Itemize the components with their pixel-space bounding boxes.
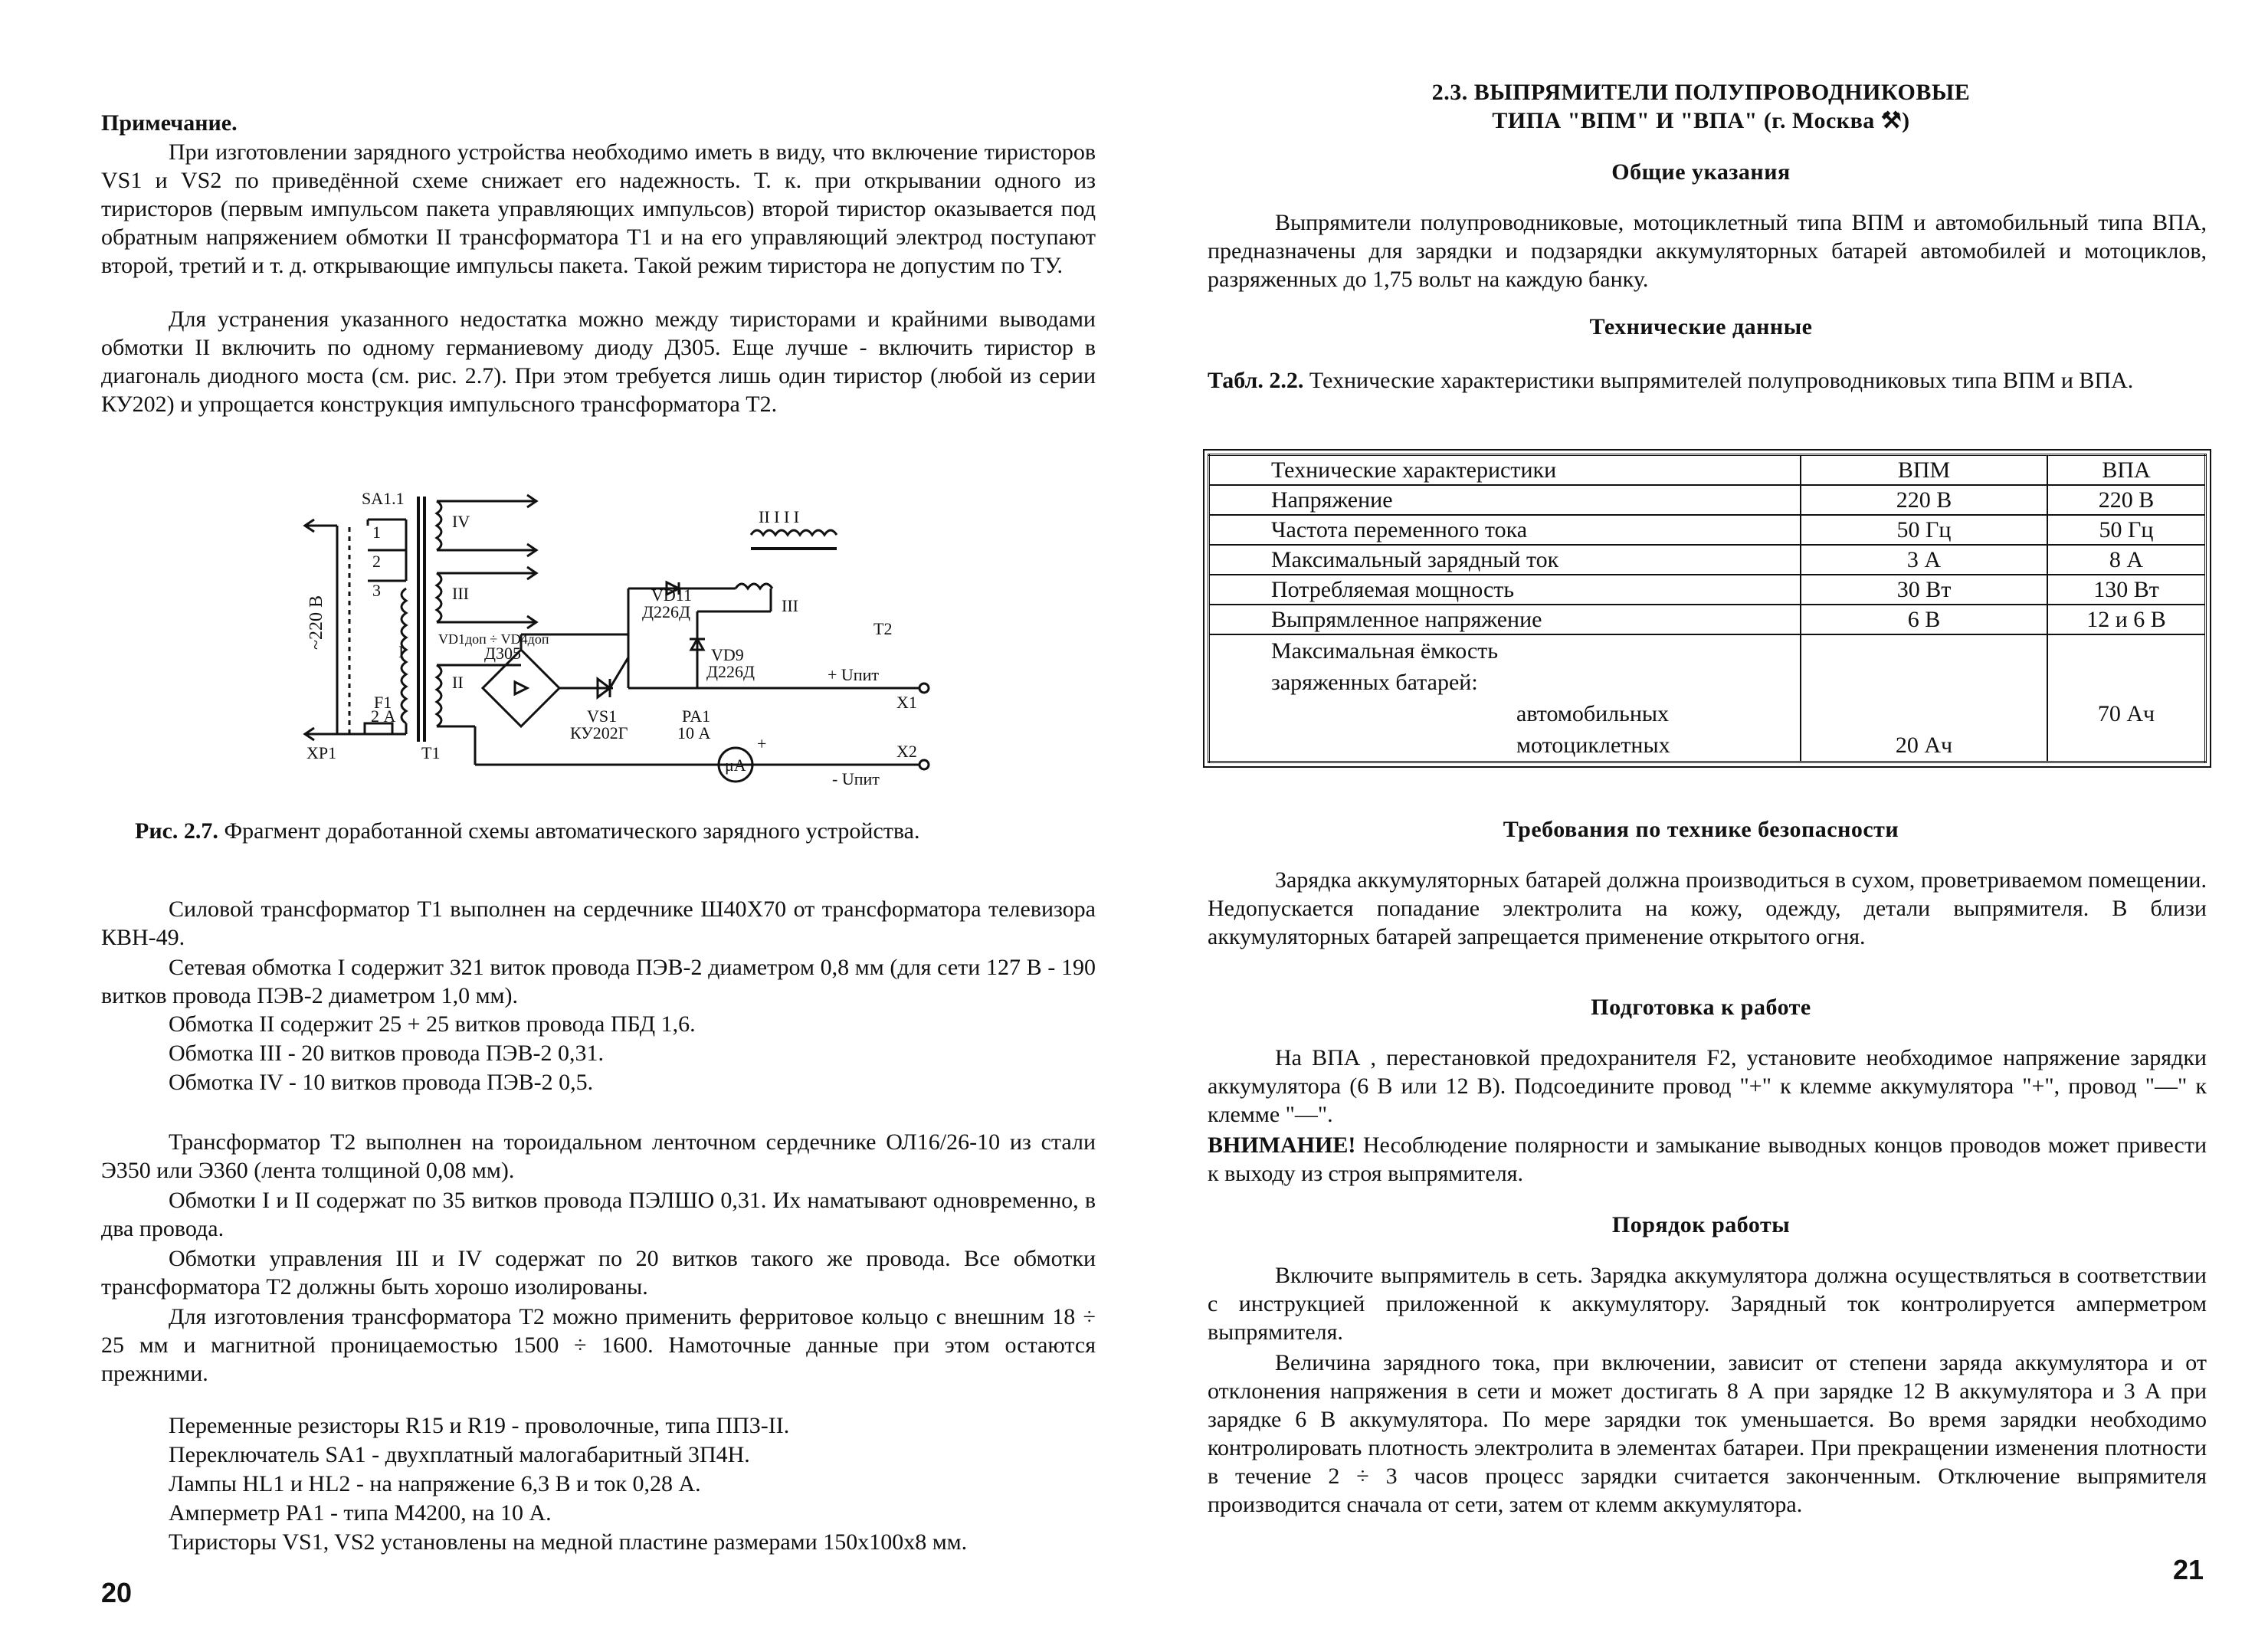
table-row (1209, 605, 2206, 634)
line-thyristors: Тиристоры VS1, VS2 установлены на медной пластине размерами 150х100х8 мм. (169, 1529, 968, 1555)
schematic-vd1-type: Д305 (484, 644, 522, 663)
schematic-pa1-rating: 10 А (677, 723, 711, 742)
heading-preparation: Подготовка к работе (1591, 995, 1811, 1020)
schematic-vs1: VS1 (587, 706, 618, 726)
warning-label: ВНИМАНИЕ! (1208, 1132, 1356, 1158)
table-cell: 3 А (1801, 545, 2047, 575)
schematic-vd9-type: Д226Д (706, 662, 755, 681)
warning-text: Несоблюдение полярности и замыкание выводных концов проводов может привести к выходу из строя выпрямителя. (1208, 1132, 2207, 1186)
table-row-capacity (1209, 634, 2206, 762)
table-header-cell: ВПМ (1801, 455, 2047, 486)
table-cell: Максимальный зарядный ток (1209, 545, 1801, 575)
table-header-cell: Технические характеристики (1209, 455, 1801, 486)
schematic-t2-taps: II I I I (759, 507, 800, 526)
schematic-u-minus: - Uпит (832, 769, 880, 788)
line-ammeter: Амперметр PA1 - типа М4200, на 10 А. (169, 1500, 552, 1526)
table-cell-capacity-vpa (2047, 634, 2206, 762)
line-lamps: Лампы HL1 и HL2 - на напряжение 6,3 В и ток 0,28 А. (169, 1471, 701, 1496)
schematic-vd1: VD1доп ÷ VD4доп (438, 631, 549, 647)
capacity-auto-vpa: 70 Ач (2097, 701, 2155, 726)
para-warning (1208, 1131, 2207, 1188)
table-cell: Частота переменного тока (1209, 515, 1801, 545)
capacity-label-1: Максимальная ёмкость (1271, 638, 1499, 664)
table-cell: Потребляемая мощность (1209, 575, 1801, 605)
para-safety: Зарядка аккумуляторных батарей должна производиться в сухом, проветриваемом помещении. Недопускается попадание электролита на кожу, одежду, детали выпрямителя. В близи аккумуляторных батарей запрещается применение открытого огня. (1208, 867, 2207, 949)
schematic-t1: T1 (421, 743, 441, 762)
section-title-line-1: 2.3. ВЫПРЯМИТЕЛИ ПОЛУПРОВОДНИКОВЫЕ (1431, 80, 1971, 105)
para-t2-core: Трансформатор T2 выполнен на тороидальном ленточном сердечнике ОЛ16/26-10 из стали Э350 или Э360 (лента толщиной 0,08 мм). (101, 1129, 1096, 1183)
schematic-u-plus: + Uпит (828, 665, 879, 684)
para-t1-winding-1: Сетевая обмотка I содержит 321 виток провода ПЭВ-2 диаметром 0,8 мм (для сети 127 В - 190 витков провода ПЭВ-2 диаметром 1,0 мм). (101, 955, 1096, 1008)
table-header-cell: ВПА (2047, 455, 2206, 486)
schematic-vs1-type: КУ202Г (570, 723, 628, 742)
para-order-2: Величина зарядного тока, при включении, зависит от степени заряда аккумулятора и от отклонения напряжения в сети и может достигать 8 А при зарядке 12 В аккумулятора и 3 А при зарядке 6 В аккумулятора. По мере зарядки ток уменьшается. Во время зарядки необходимо контролировать плотность электролита в элементах батареи. При прекращении изменения плотности в течение 2 ÷ 3 часов процесс зарядки считается законченным. Отключение выпрямителя производится сначала от сети, затем от клемм аккумулятора. (1208, 1350, 2207, 1517)
spec-table (1208, 454, 2207, 763)
schematic-x1: X1 (896, 693, 917, 712)
schematic-meter-plus: + (757, 734, 767, 753)
schematic-x2: X2 (896, 742, 917, 761)
schematic-xp1: XP1 (306, 743, 337, 762)
schematic-voltage: ~220 В (306, 595, 326, 650)
schematic-vd11-type: Д226Д (642, 602, 691, 621)
para-t2-windings: Обмотки I и II содержат по 35 витков провода ПЭЛШО 0,31. Их наматывают одновременно, в два провода. (101, 1188, 1096, 1241)
schematic-tap-3: 3 (372, 581, 381, 600)
schematic-tap-2: 2 (372, 552, 381, 571)
table-cell: 12 и 6 В (2047, 605, 2206, 634)
right-page (1134, 0, 2268, 1652)
table-cell: 130 Вт (2047, 575, 2206, 605)
table-cell: 50 Гц (2047, 515, 2206, 545)
figure-text: Фрагмент доработанной схемы автоматического зарядного устройства. (218, 818, 920, 844)
page-number-right: 21 (2173, 1554, 2204, 1585)
line-winding-3: Обмотка III - 20 витков провода ПЭВ-2 0,31. (169, 1041, 604, 1066)
section-title-line-2: ТИПА "ВПМ" И "ВПА" (г. Москва ⚒) (1492, 108, 1910, 133)
table-cell: Выпрямленное напряжение (1209, 605, 1801, 634)
note-title: Примечание. (101, 110, 238, 136)
schematic-pa1: PA1 (682, 706, 711, 726)
note-paragraph-1: При изготовлении зарядного устройства необходимо иметь в виду, что включение тиристоров VS1 и VS2 по приведённой схеме снижает его надежность. Т. к. при открывании одного из тиристоров (первым импульсом пакета управляющих импульсов) второй тиристор оказывается под обратным напряжением обмотки II трансформатора T1 и на его управляющий электрод поступают второй, третий и т. д. открывающие импульсы пакета. Такой режим тиристора не допустим по ТУ. (101, 139, 1096, 278)
table-row (1209, 515, 2206, 545)
para-order-1: Включите выпрямитель в сеть. Зарядка аккумулятора должна осуществляться в соответствии с инструкцией приложенной к аккумулятору. Зарядный ток контролируется амперметром выпрямителя. (1208, 1263, 2207, 1345)
heading-order: Порядок работы (1611, 1212, 1791, 1237)
line-resistors: Переменные резисторы R15 и R19 - проволочные, типа ПП3-II. (169, 1413, 790, 1438)
capacity-moto-vpm: 20 Ач (1895, 733, 1953, 758)
table-header-row (1209, 455, 2206, 486)
table-cell: 8 А (2047, 545, 2206, 575)
figure-label: Рис. 2.7. (135, 818, 218, 844)
capacity-auto: автомобильных (1516, 701, 1670, 726)
table-row (1209, 485, 2206, 515)
table-row (1209, 545, 2206, 575)
schematic-winding-i: I (398, 642, 405, 661)
schematic-vd9: VD9 (711, 645, 744, 664)
table-cell: 6 В (1801, 605, 2047, 634)
schematic-sa-label: SA1.1 (362, 489, 405, 508)
table-cell: 220 В (1801, 485, 2047, 515)
schematic-t2: T2 (873, 619, 893, 638)
table-cell-capacity-vpm (1801, 634, 2047, 762)
line-winding-4: Обмотка IV - 10 витков провода ПЭВ-2 0,5. (169, 1070, 594, 1095)
para-general: Выпрямители полупроводниковые, мотоциклетный типа ВПМ и автомобильный типа ВПА, предназначены для зарядки и подзарядки аккумуляторных батарей автомобилей и мотоциклов, разряженных до 1,75 вольт на каждую банку. (1208, 210, 2207, 292)
charger-schematic (291, 481, 935, 788)
schematic-meter: μA (725, 756, 746, 775)
capacity-label-2: заряженных батарей: (1271, 670, 1478, 695)
table-caption-label: Табл. 2.2. (1208, 368, 1304, 393)
schematic-winding-iii: III (452, 584, 469, 603)
table-cell: Напряжение (1209, 485, 1801, 515)
schematic-fuse-rating: 2 А (371, 706, 396, 726)
capacity-moto: мотоциклетных (1516, 733, 1670, 758)
figure-caption (135, 817, 920, 845)
line-switch: Переключатель SA1 - двухплатный малогабаритный 3П4Н. (169, 1442, 750, 1467)
schematic-t2-iii: III (782, 596, 798, 615)
para-t2-ferrite: Для изготовления трансформатора T2 можно применить ферритовое кольцо с внешним 18 ÷ 25 мм и магнитной проницаемостью 1500 ÷ 1600. Намоточные данные при этом остаются прежними. (101, 1304, 1096, 1386)
schematic-tap-1: 1 (372, 523, 381, 542)
page-number-left: 20 (101, 1577, 133, 1608)
heading-general: Общие указания (1611, 159, 1791, 185)
schematic-vd11: VD11 (651, 585, 692, 605)
table-cell-capacity (1209, 634, 1801, 762)
schematic-winding-iv: IV (452, 512, 470, 531)
table-cell: 50 Гц (1801, 515, 2047, 545)
note-paragraph-2: Для устранения указанного недостатка можно между тиристорами и крайними выводами обмотки II включить по одному германиевому диоду Д305. Еще лучше - включить тиристор в диагональ диодного моста (см. рис. 2.7). При этом требуется лишь один тиристор (любой из серии КУ202) и упрощается конструкция импульсного трансформатора T2. (101, 306, 1096, 417)
para-t2-control: Обмотки управления III и IV содержат по 20 витков такого же провода. Все обмотки трансформатора T2 должны быть хорошо изолированы. (101, 1246, 1096, 1300)
table-row (1209, 575, 2206, 605)
line-winding-2: Обмотка II содержит 25 + 25 витков провода ПБД 1,6. (169, 1011, 696, 1037)
para-t1-core: Силовой трансформатор T1 выполнен на сердечнике Ш40Х70 от трансформатора телевизора КВН-49. (101, 896, 1096, 950)
heading-tech-data: Технические данные (1589, 314, 1813, 339)
table-caption-text: Технические характеристики выпрямителей полупроводниковых типа ВПМ и ВПА. (1303, 368, 2134, 393)
schematic-fuse: F1 (374, 693, 392, 712)
schematic-winding-ii: II (452, 673, 464, 692)
table-cell: 30 Вт (1801, 575, 2047, 605)
para-preparation: На ВПА , перестановкой предохранителя F2, установите необходимое напряжение зарядки аккумулятора (6 В или 12 В). Подсоедините провод "+" к клемме аккумулятора "+", провод "—" к клемме "—". (1208, 1045, 2207, 1127)
heading-safety: Требования по технике безопасности (1503, 817, 1899, 842)
table-cell: 220 В (2047, 485, 2206, 515)
table-caption (1208, 366, 2207, 395)
